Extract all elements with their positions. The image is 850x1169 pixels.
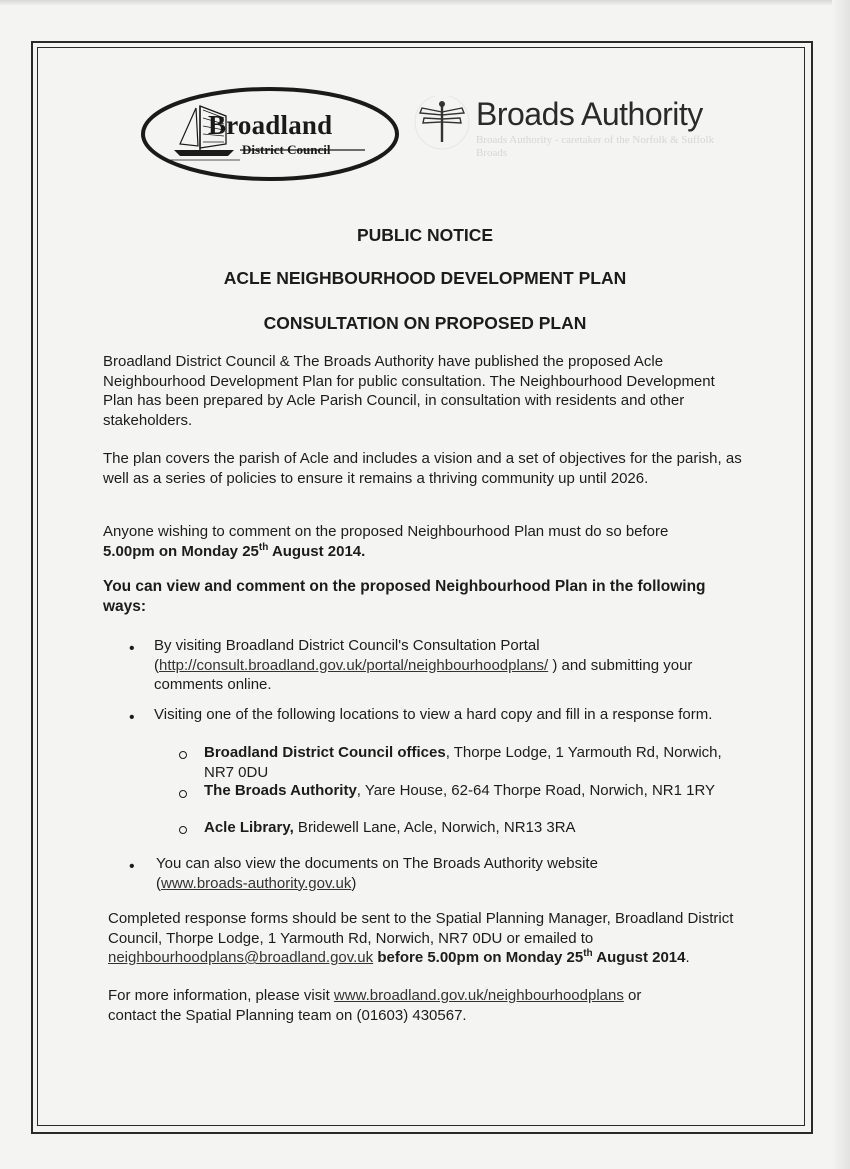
plan-coverage-paragraph: The plan covers the parish of Acle and includes a vision and a set of objectives for the parish, as well as a series of policies to ensure it remains a thriving community up until 2026. bbox=[103, 450, 742, 487]
broadland-logo-subtitle: District Council bbox=[242, 142, 331, 157]
location-acle-library: Acle Library, Bridewell Lane, Acle, Norwich, NR13 3RA bbox=[204, 819, 576, 836]
consultation-portal-link[interactable]: http://consult.broadland.gov.uk/portal/neighbourhoodplans/ bbox=[159, 656, 549, 674]
location-broads-authority: The Broads Authority, Yare House, 62-64 Thorpe Road, Norwich, NR1 1RY bbox=[204, 782, 716, 799]
broadland-logo-name: Broadland bbox=[208, 110, 333, 140]
bullet-dot: • bbox=[129, 858, 135, 875]
more-info-paragraph: For more information, please visit www.broadland.gov.uk/neighbourhoodplans or contact the Spatial Planning team on (01603) 430567. bbox=[108, 987, 642, 1024]
response-deadline-text: before 5.00pm on Monday 25th August 2014 bbox=[373, 948, 686, 966]
broads-authority-logo-name: Broads Authority bbox=[476, 96, 703, 132]
intro-paragraph: Broadland District Council & The Broads Authority have published the proposed Acle Neighbourhood Development Plan for public consultation. The Neighbourhood Development Plan has been prepared by Acle Parish Council, in consultation with residents and other stakeholders. bbox=[103, 353, 715, 429]
sub-bullet-circle bbox=[178, 750, 188, 760]
broadland-logo bbox=[140, 86, 400, 182]
email-link[interactable]: neighbourhoodplans@broadland.gov.uk bbox=[108, 949, 374, 966]
plan-title-heading: ACLE NEIGHBOURHOOD DEVELOPMENT PLAN bbox=[223, 268, 627, 288]
response-forms-paragraph: Completed response forms should be sent to the Spatial Planning Manager, Broadland District Council, Thorpe Lodge, 1 Yarmouth Rd, Norwich, NR7 0DU or emailed to neighbourhoodplans@broadland.gov.uk before 5.00pm on Monday 25th August 2014. bbox=[108, 910, 734, 966]
bullet-hard-copy: Visiting one of the following locations to view a hard copy and fill in a response form. bbox=[154, 706, 713, 723]
deadline-paragraph bbox=[103, 522, 743, 561]
consultation-heading: CONSULTATION ON PROPOSED PLAN bbox=[263, 313, 587, 333]
deadline-intro-text: Anyone wishing to comment on the proposed Neighbourhood Plan must do so before bbox=[103, 523, 669, 540]
broads-authority-website-link[interactable]: www.broads-authority.gov.uk bbox=[161, 874, 352, 892]
deadline-date-text: 5.00pm on Monday 25th August 2014. bbox=[103, 541, 366, 560]
bullet-broads-website: You can also view the documents on The Broads Authority website (www.broads-authority.gov.uk) bbox=[156, 855, 598, 892]
broads-authority-tagline: Broads Authority - caretaker of the Norfolk & Suffolk Broads bbox=[476, 134, 715, 159]
dragonfly-icon bbox=[414, 96, 470, 156]
location-council-offices: Broadland District Council offices, Thorpe Lodge, 1 Yarmouth Rd, Norwich, NR7 0DU bbox=[204, 744, 722, 781]
ways-heading: You can view and comment on the proposed Neighbourhood Plan in the following ways: bbox=[103, 578, 706, 615]
sub-bullet-circle bbox=[178, 789, 188, 799]
sub-bullet-circle bbox=[178, 825, 188, 835]
neighbourhood-plans-link[interactable]: www.broadland.gov.uk/neighbourhoodplans bbox=[333, 987, 624, 1004]
bullet-dot: • bbox=[129, 709, 135, 726]
public-notice-heading: PUBLIC NOTICE bbox=[356, 225, 494, 245]
bullet-dot: • bbox=[129, 640, 135, 657]
broads-authority-logo bbox=[414, 96, 714, 166]
bullet-consultation-portal: By visiting Broadland District Council's Consultation Portal (http://consult.broadland.gov.uk/portal/neighbourhoodplans/ ) and submitting your comments online. bbox=[154, 637, 693, 693]
